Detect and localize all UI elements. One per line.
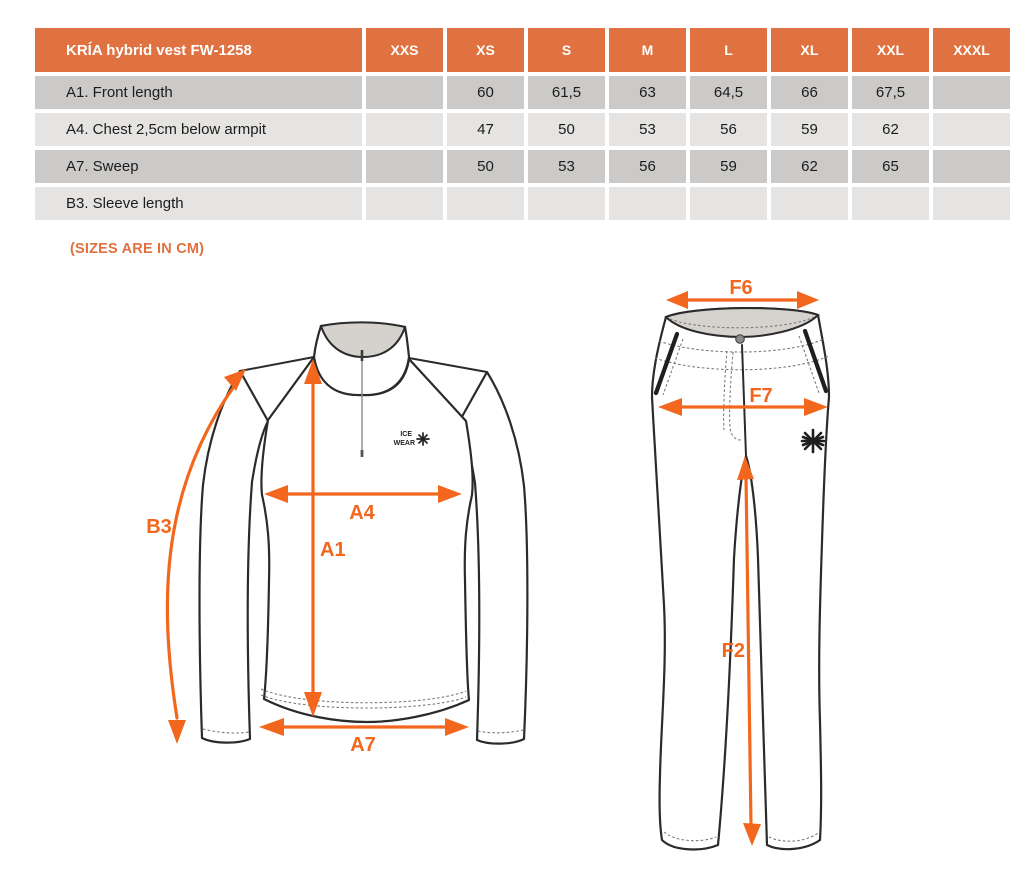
jacket-diagram — [140, 293, 572, 763]
product-title: KRÍA hybrid vest FW-1258 — [35, 28, 362, 72]
logo-text: ICE — [400, 431, 412, 438]
size-value-cell: 56 — [690, 113, 767, 146]
snowflake-icon — [417, 433, 429, 445]
size-value-cell — [933, 76, 1010, 109]
size-value-cell: 60 — [447, 76, 524, 109]
column-header-l: L — [690, 28, 767, 72]
a7-label: A7 — [350, 734, 376, 756]
size-value-cell: 53 — [609, 113, 686, 146]
size-value-cell: 63 — [609, 76, 686, 109]
size-value-cell — [366, 187, 443, 220]
size-value-cell — [933, 187, 1010, 220]
logo-text: WEAR — [393, 440, 415, 447]
size-value-cell: 59 — [690, 150, 767, 183]
size-value-cell — [609, 187, 686, 220]
a4-label: A4 — [349, 502, 375, 524]
size-value-cell: 64,5 — [690, 76, 767, 109]
size-value-cell: 67,5 — [852, 76, 929, 109]
table-header-row — [35, 28, 1010, 72]
size-value-cell: 50 — [447, 150, 524, 183]
size-value-cell — [690, 187, 767, 220]
size-value-cell — [366, 150, 443, 183]
row-label: A7. Sweep — [35, 150, 362, 183]
table-row-sweep — [35, 150, 1010, 183]
row-label: A4. Chest 2,5cm below armpit — [35, 113, 362, 146]
size-value-cell: 47 — [447, 113, 524, 146]
row-label: B3. Sleeve length — [35, 187, 362, 220]
size-value-cell: 62 — [771, 150, 848, 183]
size-value-cell — [366, 113, 443, 146]
size-value-cell — [933, 113, 1010, 146]
size-value-cell: 61,5 — [528, 76, 605, 109]
size-value-cell: 66 — [771, 76, 848, 109]
column-header-xl: XL — [771, 28, 848, 72]
sizes-unit-note: (SIZES ARE IN CM) — [70, 241, 205, 257]
size-value-cell: 56 — [609, 150, 686, 183]
size-value-cell — [528, 187, 605, 220]
jacket-body — [261, 357, 472, 722]
size-value-cell: 62 — [852, 113, 929, 146]
size-value-cell — [852, 187, 929, 220]
jacket-right-sleeve — [459, 372, 527, 744]
size-chart-table — [31, 24, 1014, 224]
waist-button-icon — [736, 335, 745, 344]
row-label: A1. Front length — [35, 76, 362, 109]
f2-label: F2 — [721, 640, 745, 662]
f6-label: F6 — [729, 278, 753, 299]
zipper-slider-icon — [361, 450, 364, 457]
column-header-xxs: XXS — [366, 28, 443, 72]
column-header-xs: XS — [447, 28, 524, 72]
size-value-cell: 65 — [852, 150, 929, 183]
size-value-cell: 59 — [771, 113, 848, 146]
column-header-xxl: XXL — [852, 28, 929, 72]
f7-label: F7 — [749, 385, 773, 407]
pants-diagram — [615, 278, 880, 878]
size-value-cell: 50 — [528, 113, 605, 146]
column-header-s: S — [528, 28, 605, 72]
size-value-cell: 53 — [528, 150, 605, 183]
a1-label: A1 — [320, 539, 346, 561]
pants-body — [652, 308, 829, 849]
b3-label: B3 — [146, 516, 172, 538]
table-row-sleeve-length — [35, 187, 1010, 220]
right-shoulder-seam — [409, 358, 487, 372]
size-value-cell — [933, 150, 1010, 183]
snowflake-icon — [802, 430, 824, 452]
table-row-chest — [35, 113, 1010, 146]
size-value-cell — [771, 187, 848, 220]
table-row-front-length — [35, 76, 1010, 109]
size-value-cell — [366, 76, 443, 109]
left-shoulder-seam — [240, 357, 314, 371]
column-header-m: M — [609, 28, 686, 72]
column-header-xxxl: XXXL — [933, 28, 1010, 72]
size-value-cell — [447, 187, 524, 220]
